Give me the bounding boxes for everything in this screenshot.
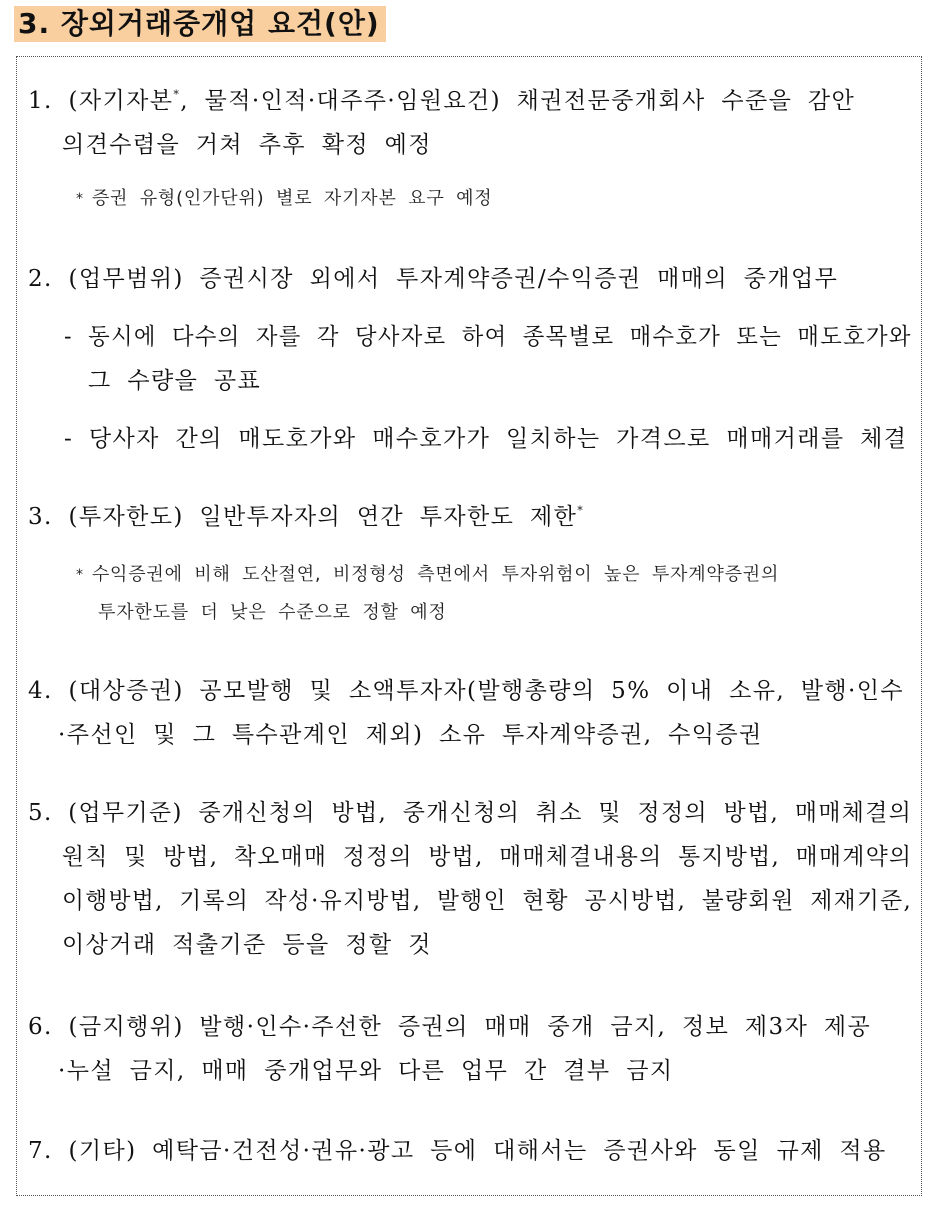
item-1-line-2: 의견수렴을 거쳐 추후 확정 예정 — [62, 132, 432, 158]
item-text: (투자한도) 일반투자자의 연간 투자한도 제한 — [68, 504, 578, 530]
item-3-note-1 — [76, 562, 779, 588]
item-text: , 물적·인적·대주주·임원요건) 채권전문중개회사 수준을 감안 — [180, 88, 856, 114]
item-number: 7. — [28, 1138, 53, 1164]
item-2-sub-2: - 당사자 간의 매도호가와 매수호가가 일치하는 가격으로 매매거래를 체결 — [64, 426, 908, 452]
item-5-line-2: 원칙 및 방법, 착오매매 정정의 방법, 매매체결내용의 통지방법, 매매계약의 — [62, 844, 913, 870]
item-3-note-2: 투자한도를 더 낮은 수준으로 정할 예정 — [98, 602, 447, 623]
item-number: 6. — [28, 1014, 53, 1040]
item-text: (업무범위) 증권시장 외에서 투자계약증권/수익증권 매매의 중개업무 — [68, 266, 839, 292]
item-5-line-4: 이상거래 적출기준 등을 정할 것 — [62, 932, 432, 958]
item-5-line-3: 이행방법, 기록의 작성·유지방법, 발행인 현황 공시방법, 불량회원 제재기준, — [62, 888, 913, 914]
item-text: (금지행위) 발행·인수·주선한 증권의 매매 중개 금지, 정보 제3자 제공 — [68, 1014, 872, 1040]
section-heading: 3. 장외거래중개업 요건(안) — [14, 6, 386, 42]
item-6-line-1 — [28, 1012, 871, 1042]
item-number: 5. — [28, 800, 53, 826]
item-4-line-1 — [28, 676, 904, 706]
item-5-line-1 — [28, 798, 912, 828]
footnote-mark: * — [173, 88, 181, 101]
item-1-note — [76, 186, 492, 212]
item-number: 4. — [28, 678, 53, 704]
item-text: (업무기준) 중개신청의 방법, 중개신청의 취소 및 정정의 방법, 매매체결의 — [68, 800, 913, 826]
item-text: (대상증권) 공모발행 및 소액투자자(발행총량의 5% 이내 소유, 발행·인수 — [68, 678, 904, 704]
item-2-sub-1a: - 동시에 다수의 자를 각 당사자로 하여 종목별로 매수호가 또는 매도호가와 — [64, 324, 912, 350]
note-mark: * — [76, 191, 84, 207]
item-number: 1. — [28, 88, 53, 114]
footnote-mark: * — [577, 504, 585, 517]
item-1-line-1 — [28, 86, 855, 116]
item-text: (기타) 예탁금·건전성·권유·광고 등에 대해서는 증권사와 동일 규제 적용 — [68, 1138, 887, 1164]
note-mark: * — [76, 567, 84, 583]
item-7-line-1 — [28, 1136, 887, 1166]
item-4-line-2: ·주선인 및 그 특수관계인 제외) 소유 투자계약증권, 수익증권 — [58, 722, 763, 748]
item-number: 2. — [28, 266, 53, 292]
item-3-line-1 — [28, 502, 584, 532]
item-2-sub-1b: 그 수량을 공표 — [88, 368, 262, 394]
item-number: 3. — [28, 504, 53, 530]
item-text: (자기자본 — [68, 88, 174, 114]
note-text: 증권 유형(인가단위) 별로 자기자본 요구 예정 — [91, 188, 493, 209]
item-6-line-2: ·누설 금지, 매매 중개업무와 다른 업무 간 결부 금지 — [58, 1058, 674, 1084]
note-text: 수익증권에 비해 도산절연, 비정형성 측면에서 투자위험이 높은 투자계약증권의 — [91, 564, 780, 585]
item-2-line-1 — [28, 264, 838, 294]
